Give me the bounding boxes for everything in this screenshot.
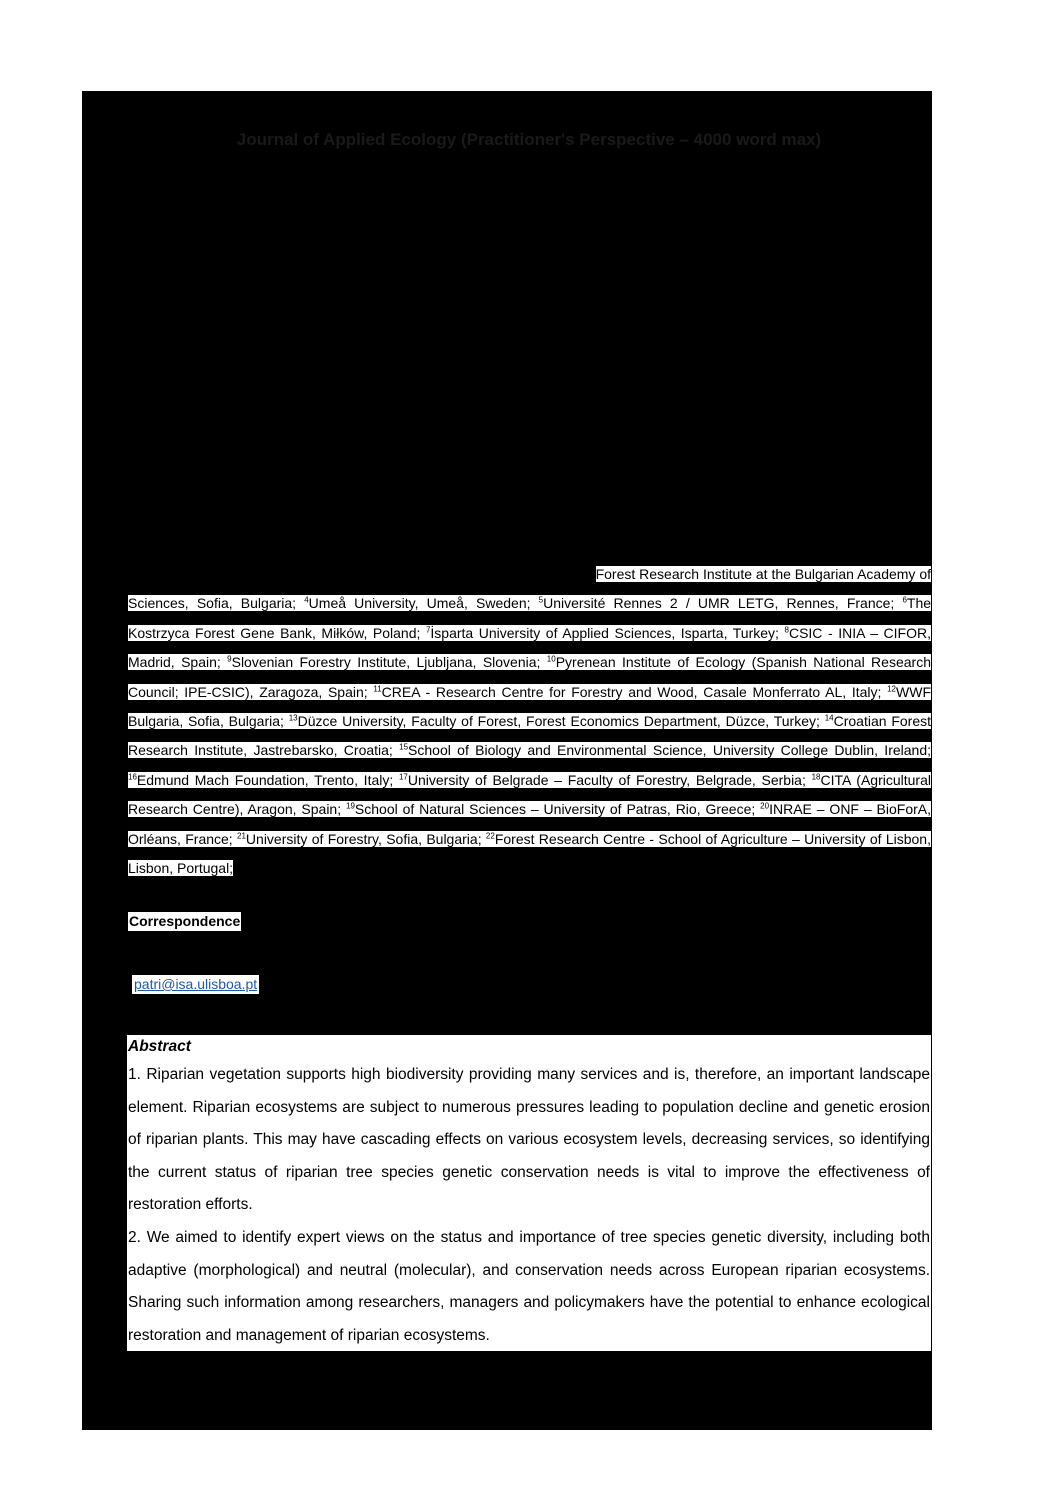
affiliation-number: 17 [398,772,408,782]
affiliation-number: 22 [485,831,495,840]
affiliation-item: Slovenian Forestry Institute, Ljubljana, Slovenia; [231,654,547,671]
affiliation-rest [128,589,931,883]
abstract-paragraph-1: 1. Riparian vegetation supports high biodiversity providing many services and is, therefore, an important landscape element. Riparian ecosystems are subject to numerous pressures leading to population decline and genetic erosion of riparian plants. This may have cascading effects on various ecosystem levels, decreasing services, so identifying the current status of riparian tree species genetic conservation needs is vital to improve the effectiveness of restoration efforts. [128,1066,930,1214]
affiliations-block [128,560,931,883]
affiliation-item: Forest Research Centre - School of Agriculture – University of Lisbon, Lisbon, Portugal; [128,830,931,877]
affiliation-item: Université Rennes 2 / UMR LETG, Rennes, France; [543,595,903,612]
affiliation-item: School of Biology and Environmental Science, University College Dublin, Ireland; [408,742,931,759]
journal-title: Journal of Applied Ecology (Practitioner's Perspective – 4000 word max) [236,130,822,149]
affiliation-number: 21 [237,831,246,840]
affiliation-number: 7 [425,625,431,635]
affiliation-number: 9 [227,654,232,664]
affiliation-item: University of Forestry, Sofia, Bulgaria; [245,830,486,847]
abstract-paragraph-2: 2. We aimed to identify expert views on the status and importance of tree species genetic diversity, including both adaptive (morphological) and neutral (molecular), and conservation needs across European riparian ecosystems. Sharing such information among researchers, managers and policymakers have the potential to enhance ecological restoration and management of riparian ecosystems. [128,1228,930,1344]
affiliation-item: Pyrenean Institute of Ecology (Spanish National Research Council; IPE-CSIC), Zaragoza, Spain; [128,654,931,700]
correspondence-label: Correspondence [129,913,241,929]
affiliation-number: 19 [346,801,355,811]
abstract-title: Abstract [128,1038,191,1055]
affiliation-item: WWF Bulgaria, Sofia, Bulgaria; [128,683,931,730]
affiliation-item: INRAE – ONF – BioForA, Orléans, France; [128,801,931,847]
affiliation-number: 14 [824,713,834,723]
affiliation-number: 12 [887,683,897,693]
affiliation-item: CITA (Agricultural Research Centre), Aragon, Spain; [128,771,931,818]
affiliation-number: 6 [902,595,907,605]
affiliation-item: CREA - Research Centre for Forestry and Wood, Casale Monferrato AL, Italy; [381,683,888,700]
affiliation-item: İsparta University of Applied Sciences, Isparta, Turkey; [430,624,785,641]
affiliation-item: Umeå University, Umeå, Sweden; [308,595,539,612]
affiliation-number: 10 [546,654,556,664]
affiliation-item: University of Belgrade – Faculty of Forestry, Belgrade, Serbia; [407,771,812,788]
affiliation-number: 8 [784,625,789,635]
affiliation-number: 4 [304,595,309,605]
affiliation-item: School of Natural Sciences – University of Patras, Rio, Greece; [354,801,761,818]
affiliation-number: 5 [538,595,544,605]
affiliation-item: CSIC - INIA – CIFOR, Madrid, Spain; [128,624,931,671]
correspondence-email-box [132,975,259,994]
affiliation-item: The Kostrzyca Forest Gene Bank, Miłków, Poland; [128,595,932,641]
affiliation-number: 20 [760,801,770,811]
affiliation-number: 15 [399,742,409,752]
affiliation-item: Croatian Forest Research Institute, Jastrebarsko, Croatia; [128,713,932,759]
affiliation-text: Sciences, Sofia, Bulgaria; $^4$Umeå University, Umeå, Sweden; $^5$Université Rennes 2 / UMR LETG, Rennes, France; $^6$The Kostrzyca Forest Gene Bank, Miłków, Poland; $^7$İsparta University of Applied Sciences, Isparta, Turkey; $^8$CSIC - INIA – CIFOR, Madrid, Spain; $^9$Slovenian Forestry Institute, Ljubljana, Slovenia; $^{10}$Pyrenean Institute of Ecology (Spanish National Research Council; IPE-CSIC), Zaragoza, Spain; $^{11}$CREA - Research Centre for Forestry and Wood, Casale Monferrato AL, Italy; $^{12}$WWF Bulgaria, Sofia, Bulgaria; $^{13}$Düzce University, Faculty of Forest, Forest Economics Department, Düzce, Turkey; $^{14}$Croatian Forest Research Institute, Jastrebarsko, Croatia; $^{15}$School of Biology and Environmental Science, University College Dublin, Ireland; $^{16}$Edmund Mach Foundation, Trento, Italy; $^{17}$University of Belgrade – Faculty of Forestry, Belgrade, Serbia; $^{18}$CITA (Agricultural Research Centre), Aragon, Spain; $^{19}$School of Natural Sciences – University of Patras, Rio, Greece; $^{20}$INRAE – ONF – BioForA, Orléans, France; $^{21}$University of Forestry, Sofia, Bulgaria; $^{22}$Forest Research Centre - School of Agriculture – University of Lisbon, Lisbon, Portugal; [128,595,932,877]
affiliation-item: Edmund Mach Foundation, Trento, Italy; [136,771,399,788]
affiliation-number: 18 [811,772,821,782]
affiliation-number: 16 [128,772,137,782]
affiliation-first-line [128,560,931,589]
affiliation-item: Düzce University, Faculty of Forest, Forest Economics Department, Düzce, Turkey; [297,713,825,730]
affiliation-number: 11 [373,683,382,693]
abstract-section [127,1035,931,1351]
email-link[interactable]: patri@isa.ulisboa.pt [134,976,258,992]
affiliation-number: 13 [288,713,298,723]
affiliation-3-part1: Forest Research Institute at the Bulgarian Academy of [595,566,931,582]
